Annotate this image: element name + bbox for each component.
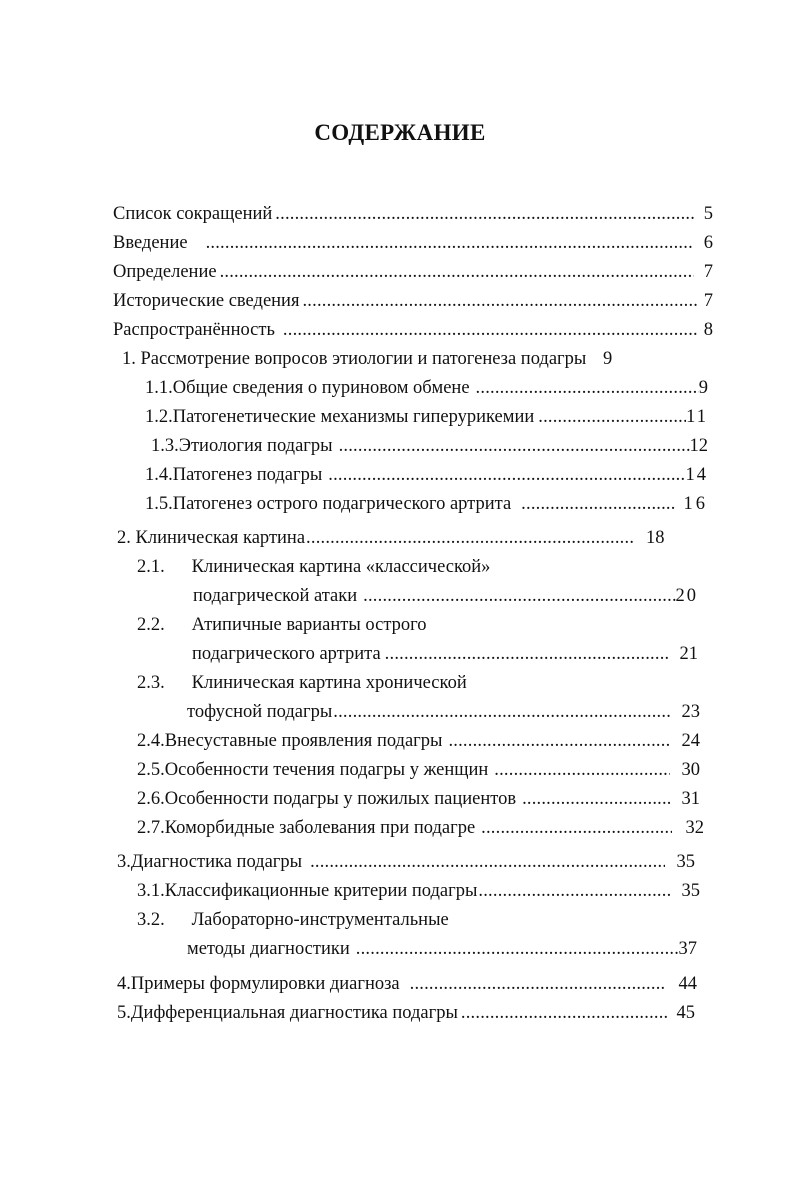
toc-entry-text-continued: тофусной подагры [187, 702, 333, 722]
leader-dots [385, 642, 668, 666]
leader-dots [476, 376, 699, 400]
leader-dots [333, 700, 669, 724]
toc-page-number: 5 [703, 204, 713, 224]
toc-entry-first-line[interactable] [137, 671, 467, 695]
leader-dots [448, 729, 669, 753]
toc-page-number: 21 [679, 644, 698, 664]
toc-entry-number: 3.1. [137, 881, 165, 901]
leader-dots [461, 1001, 669, 1025]
toc-entry-number: 1.1. [145, 378, 173, 398]
toc-entry[interactable] [113, 231, 713, 255]
toc-entry-text-continued: подагрической атаки [193, 586, 358, 606]
toc-entry-text: 4.Примеры формулировки диагноза [117, 974, 400, 994]
toc-entry-number: 2.5. [137, 760, 165, 780]
toc-page-number: 7 [703, 262, 713, 282]
toc-entry-text: Определение [113, 262, 217, 282]
leader-dots [363, 584, 675, 608]
leader-dots [410, 972, 665, 996]
toc-entry[interactable] [117, 972, 697, 996]
toc-page-number: 14 [685, 465, 708, 485]
toc-entry[interactable] [145, 376, 708, 400]
toc-entry-text: Классификационные критерии подагры [164, 881, 478, 901]
toc-page-number: 45 [676, 1003, 695, 1023]
toc-entry[interactable] [151, 434, 708, 458]
toc-entry-text: Лабораторно-инструментальные [191, 910, 449, 930]
toc-entry-text: Список сокращений [113, 204, 273, 224]
leader-dots [481, 816, 671, 840]
leader-dots [494, 758, 669, 782]
toc-entry-number: 1.4. [145, 465, 173, 485]
toc-entry-text: Внесуставные проявления подагры [164, 731, 443, 751]
toc-entry[interactable] [187, 700, 700, 724]
page-title: СОДЕРЖАНИЕ [314, 120, 486, 145]
toc-page-number: 8 [703, 320, 713, 340]
toc-entry[interactable] [113, 260, 713, 284]
toc-page-number: 35 [676, 852, 695, 872]
toc-entry-number: 2.2. [137, 615, 165, 635]
toc-entry-number: 3.2. [137, 910, 165, 930]
leader-dots [306, 526, 634, 550]
toc-page-number: 9 [698, 378, 708, 398]
toc-entry[interactable] [187, 937, 697, 961]
toc-entry-number: 2.4. [137, 731, 165, 751]
toc-page-number: 32 [685, 818, 704, 838]
toc-page-number: 11 [686, 407, 708, 427]
leader-dots [328, 463, 685, 487]
toc-entry[interactable] [113, 318, 713, 342]
leader-dots [310, 850, 664, 874]
toc-entry-number: 2.7. [137, 818, 165, 838]
leader-dots [522, 787, 669, 811]
toc-entry-text: 3.Диагностика подагры [117, 852, 303, 872]
toc-entry[interactable] [137, 729, 700, 753]
leader-dots [478, 879, 669, 903]
toc-entry-number: 1.2. [145, 407, 173, 427]
toc-entry-text: Этиология подагры [178, 436, 333, 456]
toc-page-number: 24 [681, 731, 700, 751]
toc-entry[interactable] [145, 463, 708, 487]
toc-entry-text: Коморбидные заболевания при подагре [164, 818, 476, 838]
toc-entry-number: 1.3. [151, 436, 179, 456]
toc-page-number: 12 [689, 436, 708, 456]
toc-entry-text: Патогенетические механизмы гиперурикемии [172, 407, 535, 427]
toc-page-number: 31 [681, 789, 700, 809]
toc-page-number: 7 [703, 291, 713, 311]
toc-page-number: 20 [675, 586, 698, 606]
toc-entry-number: 1.5. [145, 494, 173, 514]
toc-entry-text: Введение [113, 233, 188, 253]
toc-entry-text: 2. Клиническая картина [117, 528, 306, 548]
toc-entry-text: Распространённость [113, 320, 275, 340]
toc-entry-text: Особенности подагры у пожилых пациентов [164, 789, 517, 809]
toc-page-number: 16 [683, 494, 708, 514]
toc-page-number: 44 [678, 974, 697, 994]
toc-entry-text: Патогенез подагры [172, 465, 323, 485]
leader-dots [275, 202, 696, 226]
leader-dots [356, 937, 679, 961]
toc-page-number: 37 [678, 939, 697, 959]
toc-entry[interactable] [137, 879, 700, 903]
toc-entry-text: Клиническая картина «классической» [191, 557, 491, 577]
toc-entry[interactable] [145, 492, 708, 516]
toc-entry[interactable] [192, 642, 698, 666]
toc-entry[interactable] [145, 405, 708, 429]
toc-section-heading[interactable] [122, 347, 612, 371]
toc-page-number: 35 [681, 881, 700, 901]
toc-entry-number: 2.3. [137, 673, 165, 693]
toc-entry-text: 5.Дифференциальная диагностика подагры [117, 1003, 458, 1023]
leader-dots [206, 231, 694, 255]
toc-entry[interactable] [137, 758, 700, 782]
toc-entry[interactable] [113, 289, 713, 313]
toc-entry-first-line[interactable] [137, 908, 449, 932]
toc-entry-text: Патогенез острого подагрического артрита [172, 494, 512, 514]
toc-entry-text: Клиническая картина хронической [191, 673, 467, 693]
leader-dots [339, 434, 690, 458]
leader-dots [283, 318, 697, 342]
leader-dots [302, 289, 697, 313]
leader-dots [521, 492, 675, 516]
toc-entry[interactable] [113, 202, 713, 226]
toc-entry-first-line[interactable] [137, 555, 490, 579]
toc-entry-first-line[interactable] [137, 613, 427, 637]
leader-dots [220, 260, 695, 284]
toc-page-number: 23 [681, 702, 700, 722]
toc-page-number: 9 [602, 349, 613, 369]
toc-entry-number: 2.6. [137, 789, 165, 809]
toc-entry[interactable] [117, 1001, 695, 1025]
toc-page-number: 18 [646, 528, 665, 548]
toc-entry-text-continued: подагрического артрита [192, 644, 381, 664]
toc-entry[interactable] [117, 526, 700, 550]
toc-entry-text: 1. Рассмотрение вопросов этиологии и патогенеза подагры [122, 349, 587, 369]
toc-entry-text: Особенности течения подагры у женщин [164, 760, 489, 780]
toc-entry[interactable] [137, 816, 704, 840]
toc-entry-number: 2.1. [137, 557, 165, 577]
toc-page-number: 30 [681, 760, 700, 780]
toc-page-number: 6 [703, 233, 713, 253]
toc-entry-text: Общие сведения о пуриновом обмене [172, 378, 470, 398]
toc-entry-text: Исторические сведения [113, 291, 300, 311]
toc-entry[interactable] [137, 787, 700, 811]
toc-entry[interactable] [193, 584, 698, 608]
toc-entry-text-continued: методы диагностики [187, 939, 350, 959]
toc-entry[interactable] [117, 850, 695, 874]
leader-dots [538, 405, 686, 429]
toc-entry-text: Атипичные варианты острого [191, 615, 427, 635]
